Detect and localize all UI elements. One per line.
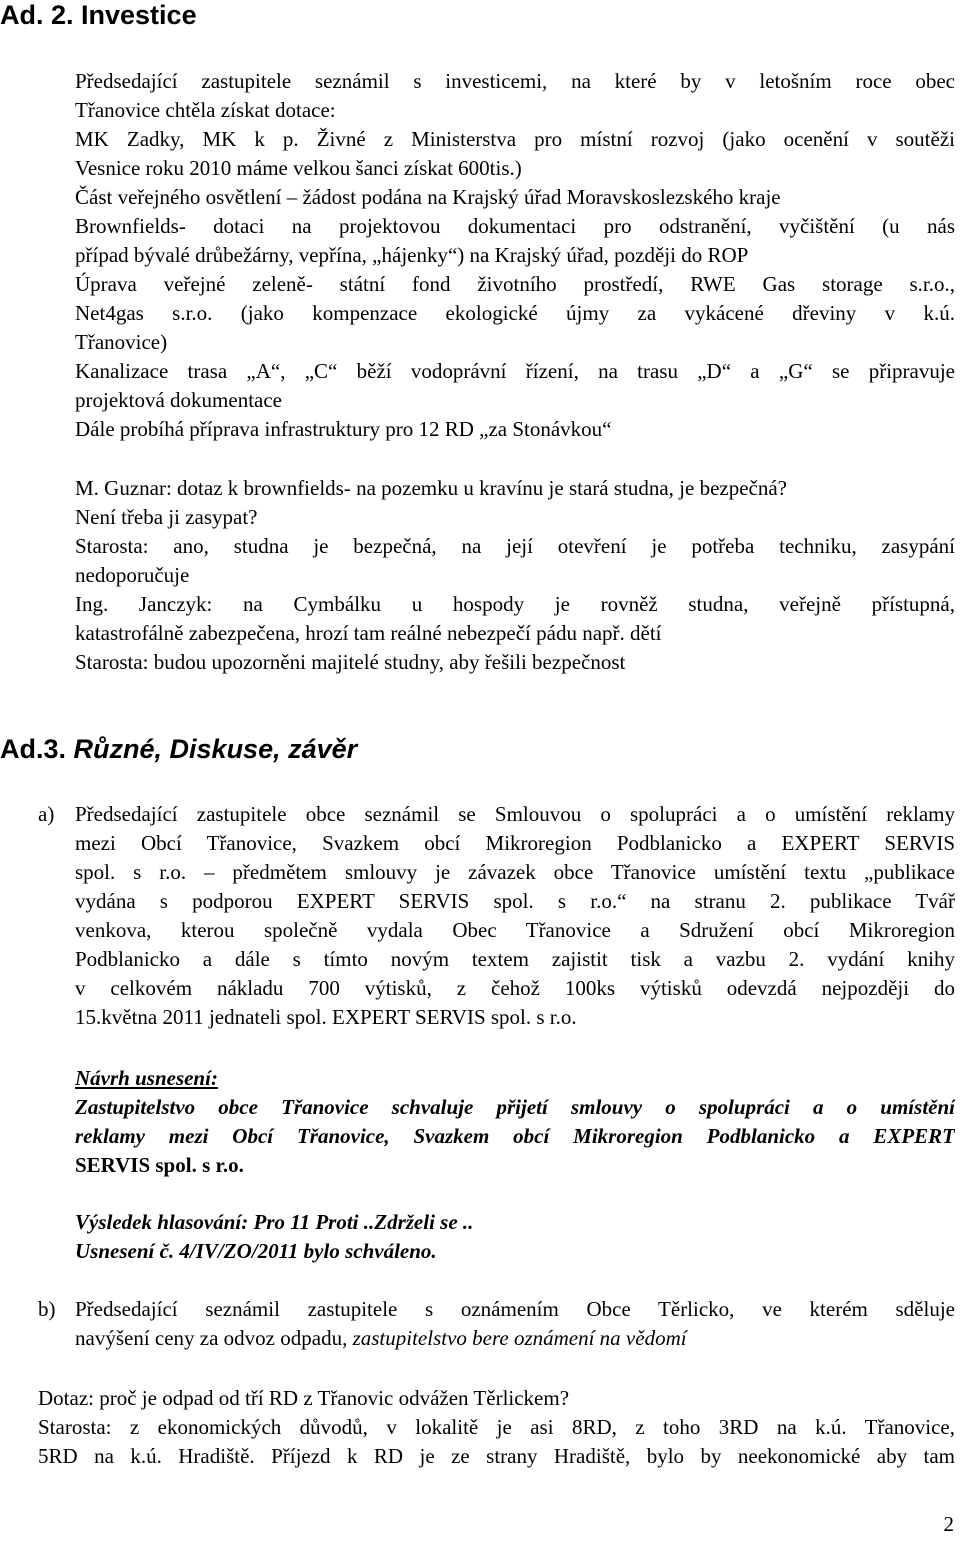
text-line: nedoporučuje (75, 563, 190, 587)
text-line: MK Zadky, MK k p. Živné z Ministerstva pro místní rozvoj (jako ocenění v soutěži (75, 127, 955, 151)
proposal-label: Návrh usnesení: (75, 1066, 218, 1090)
text-line: Podblanicko a dále s tímto novým textem zajistit tisk a vazbu 2. vydání knihy (75, 947, 955, 971)
text-line: 15.května 2011 jednateli spol. EXPERT SERVIS spol. s r.o. (75, 1005, 577, 1029)
text-line: mezi Obcí Třanovice, Svazkem obcí Mikroregion Podblanicko a EXPERT SERVIS (75, 831, 955, 855)
text-line: spol. s r.o. – předmětem smlouvy je závazek obce Třanovice umístění textu „publikace (75, 860, 955, 884)
resolution-line: SERVIS spol. s r.o. (75, 1153, 244, 1177)
vote-result: Výsledek hlasování: Pro 11 Proti ..Zdrželi se .. (75, 1210, 474, 1234)
text-line: Dále probíhá příprava infrastruktury pro 12 RD „za Stonávkou“ (75, 417, 612, 441)
text-line: Starosta: ano, studna je bezpečná, na její otevření je potřeba techniku, zasypání (75, 534, 955, 558)
item-b-text (75, 1295, 955, 1353)
page-number: 2 (943, 1512, 954, 1536)
text-line: v celkovém nákladu 700 výtisků, z čehož 100ks výtisků odevzdá nejpozději do (75, 976, 955, 1000)
text-line: Úprava veřejné zeleně- státní fond životního prostředí, RWE Gas storage s.r.o., (75, 272, 955, 296)
text-line: 5RD na k.ú. Hradiště. Příjezd k RD je ze strany Hradiště, bylo by neekonomické aby tam (38, 1444, 955, 1468)
text-line: Ing. Janczyk: na Cymbálku u hospody je rovněž studna, veřejně přístupná, (75, 592, 955, 616)
text-line: Net4gas s.r.o. (jako kompenzace ekologické újmy za vykácené dřeviny v k.ú. (75, 301, 955, 325)
text-line: Část veřejného osvětlení – žádost podána na Krajský úřad Moravskoslezského kraje (75, 185, 781, 209)
text-line: venkova, kterou společně vydala Obec Třanovice a Sdružení obcí Mikroregion (75, 918, 955, 942)
resolution-line: Zastupitelstvo obce Třanovice schvaluje přijetí smlouvy o spolupráci a o umístění (75, 1095, 955, 1119)
text-line: Brownfields- dotaci na projektovou dokumentaci pro odstranění, vyčištění (u nás (75, 214, 955, 238)
heading-ad2: Ad. 2. Investice (0, 0, 197, 30)
text-line: Třanovice chtěla získat dotace: (75, 98, 336, 122)
resolution-proposal (75, 1064, 955, 1180)
item-b-normal: navýšení ceny za odvoz odpadu, (75, 1326, 353, 1350)
text-line: Není třeba ji zasypat? (75, 505, 258, 529)
text-line: případ bývalé drůbežárny, vepřína, „hájenky“) na Krajský úřad, později do ROP (75, 243, 749, 267)
text-line: Kanalizace trasa „A“, „C“ běží vodoprávní řízení, na trasu „D“ a „G“ se připravuje (75, 359, 955, 383)
text-line: Předsedající zastupitele obce seznámil se Smlouvou o spolupráci a o umístění reklamy (75, 802, 955, 826)
resolution-number: Usnesení č. 4/IV/ZO/2011 bylo schváleno. (75, 1239, 437, 1263)
text-line: vydána s podporou EXPERT SERVIS spol. s r.o.“ na stranu 2. publikace Tvář (75, 889, 955, 913)
heading-ad3-prefix: Ad.3. (0, 734, 67, 764)
text-line: Starosta: z ekonomických důvodů, v lokalitě je asi 8RD, z toho 3RD na k.ú. Třanovice, (38, 1415, 955, 1439)
closing-discussion (38, 1384, 955, 1471)
text-line: Dotaz: proč je odpad od tří RD z Třanovic odvážen Těrlickem? (38, 1386, 570, 1410)
item-a-text (75, 800, 955, 1032)
text-line: Předsedající zastupitele seznámil s investicemi, na které by v letošním roce obec (75, 69, 955, 93)
text-line: projektová dokumentace (75, 388, 283, 412)
text-line: katastrofálně zabezpečena, hrozí tam reálné nebezpečí pádu např. dětí (75, 621, 662, 645)
text-line: Předsedající seznámil zastupitele s oznámením Obce Těrlicko, ve kterém sděluje (75, 1297, 955, 1321)
list-marker-a: a) (38, 802, 55, 826)
discussion-paragraph (75, 474, 955, 677)
text-line: Starosta: budou upozorněni majitelé studny, aby řešili bezpečnost (75, 650, 626, 674)
text-line (75, 1324, 955, 1353)
resolution-line: reklamy mezi Obcí Třanovice, Svazkem obcí Mikroregion Podblanicko a EXPERT (75, 1124, 955, 1148)
text-line: Třanovice) (75, 330, 168, 354)
item-b-italic: zastupitelstvo bere oznámení na vědomí (352, 1326, 687, 1350)
investments-paragraph (75, 67, 955, 444)
heading-ad3 (0, 734, 357, 764)
list-marker-b: b) (38, 1297, 56, 1321)
vote-block (75, 1208, 955, 1266)
text-line: Vesnice roku 2010 máme velkou šanci získat 600tis.) (75, 156, 522, 180)
heading-ad3-title: Různé, Diskuse, závěr (73, 734, 358, 764)
text-line: M. Guznar: dotaz k brownfields- na pozemku u kravínu je stará studna, je bezpečná? (75, 476, 787, 500)
